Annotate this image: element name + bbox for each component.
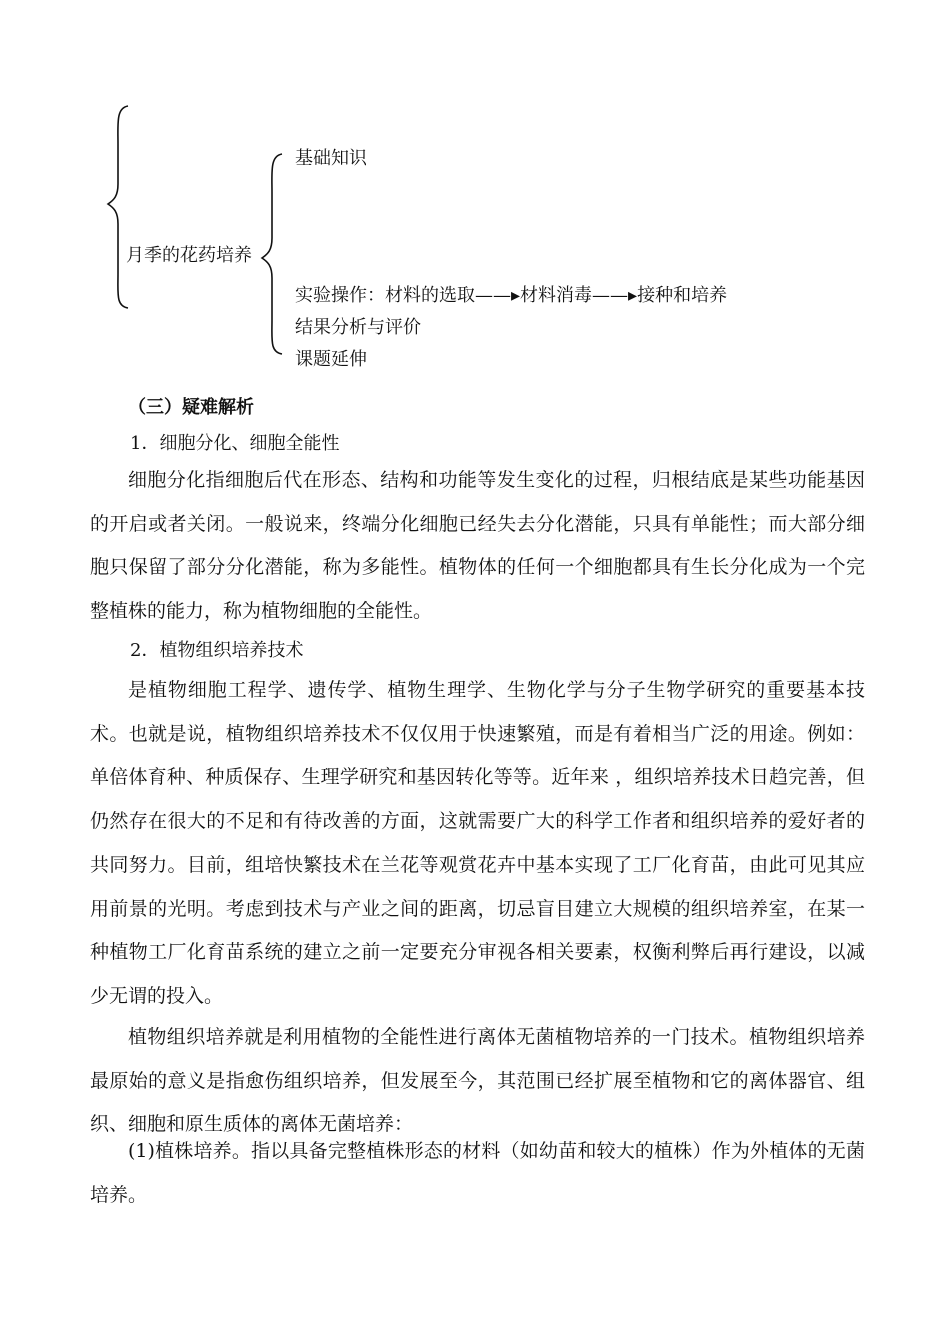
diagram-root-label: 月季的花药培养 [126,245,252,266]
arrow-icon: ——▸ [475,285,521,306]
item2-title: 2．植物组织培养技术 [130,640,304,661]
section-heading: （三）疑难解析 [128,397,254,418]
item1-paragraph: 细胞分化指细胞后代在形态、结构和功能等发生变化的过程，归根结底是某些功能基因的开启或者关闭。一般说来，终端分化细胞已经失去分化潜能，只具有单能性；而大部分细胞只保留了部分分化潜能，称为多能性。植物体的任何一个细胞都具有生长分化成为一个完整植株的能力，称为植物细胞的全能性。 [90,469,865,623]
diagram-basic-knowledge: 基础知识 [295,148,367,169]
outer-brace [104,104,134,310]
item2-paragraph: 是植物细胞工程学、遗传学、植物生理学、生物化学与分子生物学研究的重要基本技术。也就是说，植物组织培养技术不仅仅用于快速繁殖，而是有着相当广泛的用途。例如：单倍体育种、种质保存、生理学研究和基因转化等等。近年来 ，组织培养技术日趋完善，但仍然存在很大的不足和有待改善的方面，这就需要广大的科学工作者和组织培养的爱好者的共同努力。目前，组培快繁技术在兰花等观赏花卉中基本实现了工厂化育苗，由此可见其应用前景的光明。考虑到技术与产业之间的距离，切忌盲目建立大规模的组织培养室，在某一种植物工厂化育苗系统的建立之前一定要充分审视各相关要素，权衡利弊后再行建设，以减少无谓的投入。 [90,679,865,1007]
experiment-label: 实验操作： [295,285,385,306]
paragraph-3: 植物组织培养就是利用植物的全能性进行离体无菌植物培养的一门技术。植物组织培养最原始的意义是指愈伤组织培养，但发展至今，其范围已经扩展至植物和它的离体器官、组织、细胞和原生质体的离体无菌培养： [90,1026,865,1136]
arrow-icon: ——▸ [592,285,638,306]
step-3: 接种和培养 [637,285,728,306]
step-2: 材料消毒 [520,285,593,306]
item1-title: 1．细胞分化、细胞全能性 [130,433,340,454]
inner-brace [258,152,288,356]
diagram-results: 结果分析与评价 [295,317,421,338]
diagram-extension: 课题延伸 [295,349,367,370]
paragraph-4: (1)植株培养。指以具备完整植株形态的材料（如幼苗和较大的植株）作为外植体的无菌培养。 [90,1140,865,1206]
diagram-experiment-row [295,285,727,307]
step-1: 材料的选取 [385,285,475,306]
